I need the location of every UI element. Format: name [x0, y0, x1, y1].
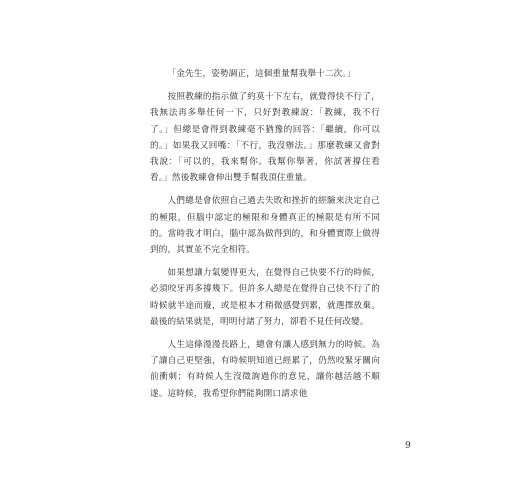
body-text — [150, 66, 380, 409]
paragraph-life-road: 人生這條漫漫長路上，總會有讓人感到無力的時候。為了讓自己更堅強，有時候明知道已經累了，仍然咬緊牙關向前衝刺；有時候人生沒徵詢過你的意見，讓你越活越不順遂。這時候，我希望你們能夠開口請求他 — [150, 340, 380, 399]
paragraph-limits: 人們總是會依照自己過去失敗和挫折的經驗來決定自己的極限，但腦中認定的極限和身體真正的極限是有所不同的。當時我才明白，腦中認為做得到的，和身體實際上做得到的，其實並不完全相符。 — [150, 196, 380, 256]
paragraph-dialogue: 「金先生，姿勢調正，這個重量幫我舉十二次。」 — [167, 69, 356, 79]
paragraph-trainer-exchange: 按照教練的指示做了約莫十下左右，就覺得快不行了，我無法再多舉任何一下，只好對教練說：「教練，我不行了。」但總是會得到教練毫不猶豫的回答：「繼續，你可以的。」如果我又回嘴：「不行，我沒辦法。」那麼教練又會對我說：「可以的，我來幫你。我幫你舉著，你試著撐住看看。」然後教練會伸出雙手幫我頂住重量。 — [150, 92, 380, 184]
page-number: 9 — [405, 441, 411, 451]
paragraph-strength: 如果想讓力氣變得更大，在覺得自己快要不行的時候，必須咬牙再多撐幾下。但許多人總是在覺得自己快不行了的時候就半途而廢，或是根本才稍微感覺到累，就選擇放棄。最後的結果就是，明明付諸了努力，卻看不見任何改變。 — [150, 268, 380, 327]
